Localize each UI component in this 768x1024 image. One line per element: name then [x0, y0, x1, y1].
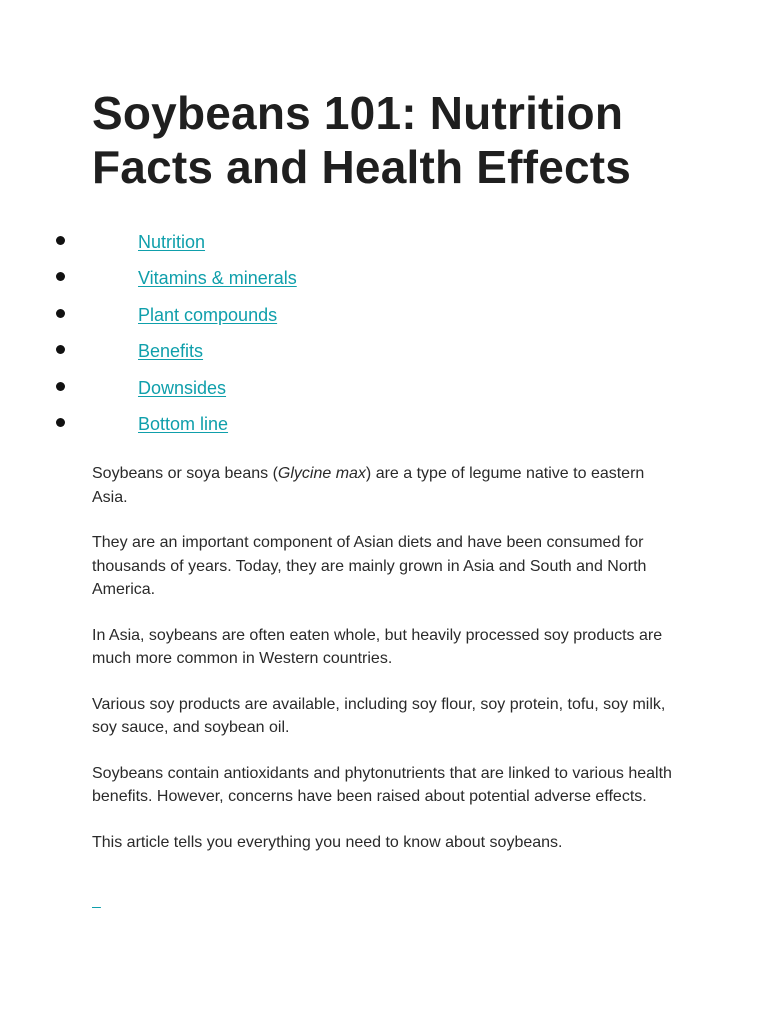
bullet-icon	[56, 382, 65, 391]
toc-link-downsides[interactable]: Downsides	[138, 377, 227, 398]
bullet-icon	[56, 236, 65, 245]
paragraph-products: Various soy products are available, including soy flour, soy protein, tofu, soy milk, soy sauce, and soybean oil.	[92, 695, 666, 736]
toc-item-plant-compounds	[0, 301, 768, 337]
article-title: Soybeans 101: Nutrition Facts and Health Effects	[92, 87, 632, 193]
toc-link-bottom-line[interactable]: Bottom line	[138, 413, 229, 434]
trailing-empty-link[interactable]	[92, 892, 101, 912]
toc-item-benefits	[0, 337, 768, 373]
bullet-icon	[56, 418, 65, 427]
bullet-icon	[56, 309, 65, 318]
toc-link-nutrition[interactable]: Nutrition	[138, 232, 206, 252]
toc-item-downsides	[0, 374, 768, 410]
toc-link-plant-compounds[interactable]: Plant compounds	[138, 304, 278, 325]
article-body	[92, 462, 682, 876]
toc-item-nutrition	[0, 228, 768, 264]
intro-text-before: Soybeans or soya beans (	[92, 465, 278, 482]
toc-item-vitamins-minerals	[0, 264, 768, 300]
bullet-icon	[56, 345, 65, 354]
toc-item-bottom-line	[0, 410, 768, 446]
table-of-contents	[0, 228, 768, 446]
paragraph-health: Soybeans contain antioxidants and phytonutrients that are linked to various health benefits. However, concerns have been raised about potential adverse effects.	[92, 764, 672, 805]
intro-paragraph	[92, 462, 682, 509]
scientific-name: Glycine max	[277, 465, 366, 482]
paragraph-consumption: In Asia, soybeans are often eaten whole, but heavily processed soy products are much more common in Western countries.	[92, 626, 663, 667]
bullet-icon	[56, 272, 65, 281]
paragraph-summary: This article tells you everything you need to know about soybeans.	[92, 833, 563, 851]
toc-link-vitamins-minerals[interactable]: Vitamins & minerals	[138, 268, 297, 289]
intro-text-after: ) are a type of legume native to eastern Asia.	[92, 465, 645, 506]
toc-link-benefits[interactable]: Benefits	[138, 341, 204, 362]
paragraph-history: They are an important component of Asian diets and have been consumed for thousands of years. Today, they are mainly grown in Asia and South and North America.	[92, 534, 647, 598]
